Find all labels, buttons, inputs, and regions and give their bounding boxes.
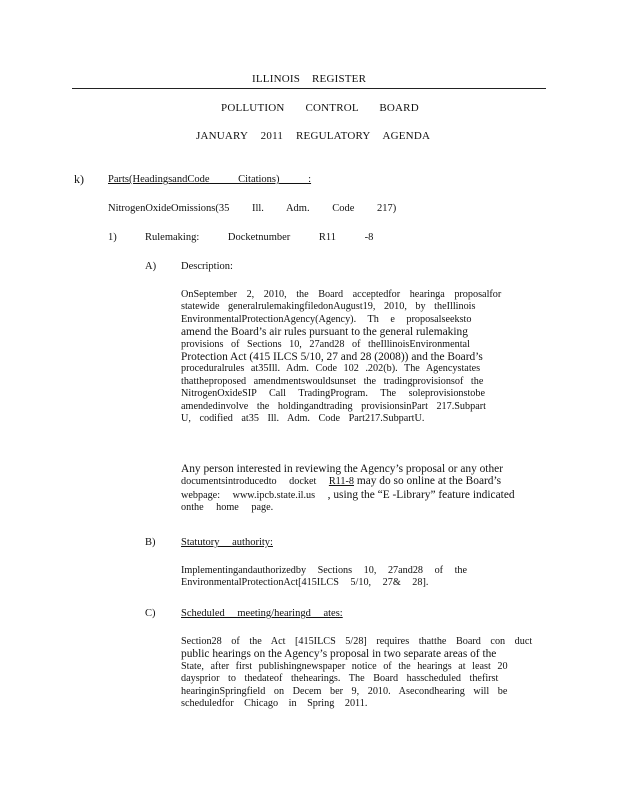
review-line: Any person interested in reviewing the Agency’s proposal or any other	[181, 463, 504, 475]
section-marker: k)	[74, 172, 84, 186]
scheduled-heading: Scheduled meeting/hearingd ates:	[181, 608, 343, 619]
review-text: , using the “E -Library” feature indicated	[327, 488, 515, 501]
desc-line: amendedinvolve the holdingandtrading provisionsinPart 217.Subpart	[181, 400, 486, 412]
desc-line: statewide generalrulemakingfiledonAugust19, 2010, by theIllinois	[181, 301, 476, 313]
desc-line: thattheproposed amendmentswouldsunset the tradingprovisionsof the	[181, 375, 484, 387]
statutory-heading: Statutory authority:	[181, 537, 273, 548]
desc-line: EnvironmentalProtectionAgency(Agency). Th e proposalseeksto	[181, 313, 472, 325]
b-marker: B)	[145, 537, 156, 548]
scheduled-line: hearinginSpringfield on Decem ber 9, 2010. Asecondhearing will be	[181, 685, 508, 697]
review-text: may do so online at the Board’s	[353, 475, 502, 488]
webpage-url: webpage: www.ipcb.state.il.us	[181, 489, 328, 501]
desc-line: NitrogenOxideSIP Call TradingProgram. The soleprovisionstobe	[181, 388, 486, 400]
scheduled-line: State, after first publishingnewspaper notice of the hearings at least 20	[181, 660, 508, 672]
item1-number: 1)	[108, 232, 117, 243]
scheduled-paragraph	[181, 636, 546, 710]
statutory-line: Implementingandauthorizedby Sections 10, 27and28 of the	[181, 565, 468, 576]
statutory-paragraph	[181, 565, 546, 590]
scheduled-line: scheduledfor Chicago in Spring 2011.	[181, 698, 368, 710]
header-board: POLLUTION CONTROL BOARD	[221, 102, 419, 114]
scheduled-line: Section28 of the Act [415ILCS 5/28] requires thatthe Board con duct	[181, 636, 533, 647]
header-illinois-register: ILLINOIS REGISTER	[252, 73, 367, 85]
rulemaking-line: Rulemaking: Docketnumber R11 -8	[145, 232, 374, 243]
c-marker: C)	[145, 608, 156, 619]
review-paragraph	[181, 463, 546, 515]
review-line	[181, 489, 546, 502]
statutory-line: EnvironmentalProtectionAct[415ILCS 5/10, 27& 28].	[181, 577, 429, 589]
desc-line: amend the Board’s air rules pursuant to the general rulemaking	[181, 326, 468, 339]
desc-line: provisions of Sections 10, 27and28 of theIllinoisEnvironmental	[181, 338, 470, 350]
header-rule	[72, 88, 546, 89]
description-paragraph	[181, 289, 546, 425]
review-line	[181, 475, 546, 488]
a-marker: A)	[145, 261, 157, 272]
desc-line: Protection Act (415 ILCS 5/10, 27 and 28 (2008)) and the Board’s	[181, 351, 483, 364]
desc-line: OnSeptember 2, 2010, the Board acceptedfor hearinga proposalfor	[181, 289, 502, 300]
parts-label: Parts(HeadingsandCode Citations) :	[108, 174, 312, 185]
review-line: onthe home page.	[181, 502, 274, 514]
scheduled-line: daysprior to thedateof thehearings. The Board hasscheduled thefirst	[181, 673, 499, 685]
review-text: documentsintroducedto docket	[181, 476, 329, 488]
part-title: NitrogenOxideOmissions(35 Ill. Adm. Code 217)	[108, 203, 397, 214]
scheduled-line: public hearings on the Agency’s proposal in two separate areas of the	[181, 648, 497, 661]
desc-line: proceduralrules at35Ill. Adm. Code 102 .202(b). The Agencystates	[181, 363, 481, 375]
description-heading: Description:	[181, 261, 233, 272]
docket-link[interactable]: R11-8	[328, 476, 354, 488]
desc-line: U, codified at35 Ill. Adm. Code Part217.SubpartU.	[181, 413, 425, 425]
header-agenda: JANUARY 2011 REGULATORY AGENDA	[196, 130, 431, 142]
